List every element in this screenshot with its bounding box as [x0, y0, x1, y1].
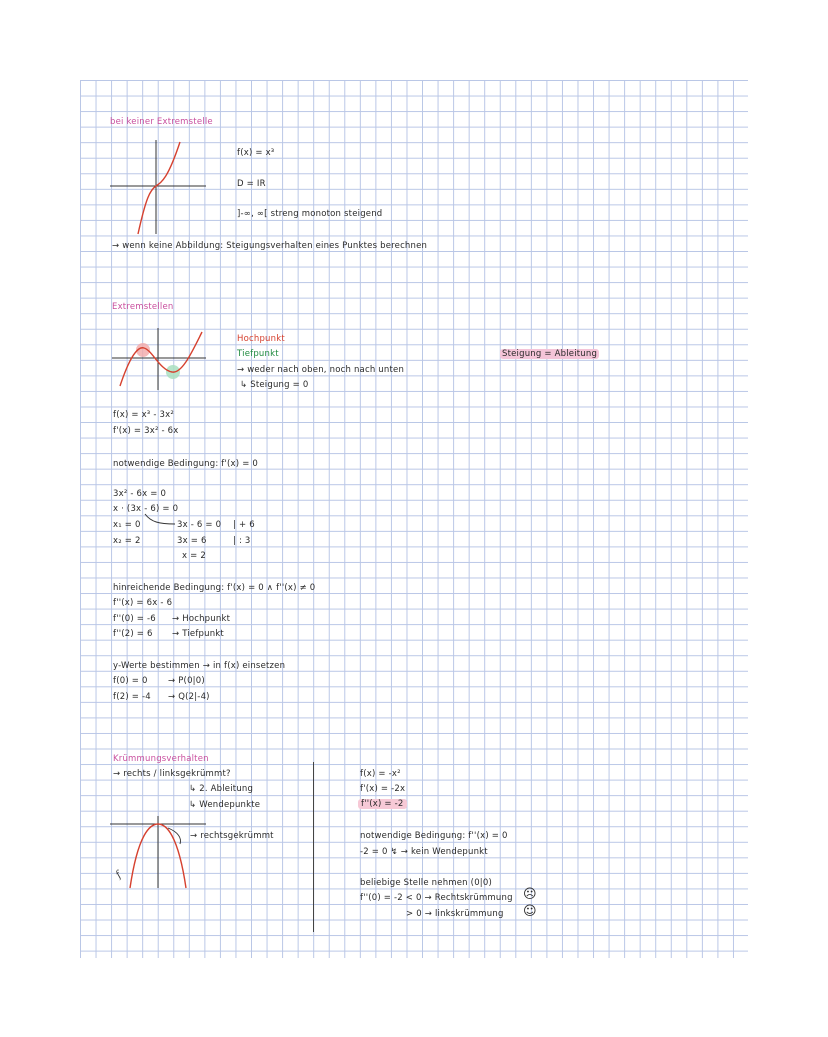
s1-domain: D = IR: [237, 179, 266, 189]
s2-f1: f'(x) = 3x² - 6x: [113, 426, 179, 436]
s2-s2: 3x = 6: [177, 536, 207, 546]
section1-title: bei keiner Extremstelle: [110, 117, 213, 127]
s3-f2: f''(x) = -2: [358, 799, 407, 809]
s2-s1: 3x - 6 = 0: [177, 520, 222, 530]
s2-y-werte: y-Werte bestimmen → in f(x) einsetzen: [113, 661, 286, 671]
s1-note: → wenn keine Abbildung: Steigungsverhalten eines Punktes berechnen: [112, 241, 428, 251]
s2-side-note-text: Steigung = Ableitung: [502, 349, 598, 359]
s2-side-note: [500, 349, 599, 360]
s2-f2-0: f''(0) = -6: [113, 614, 156, 624]
s2-f2: f''(x) = 6x - 6: [113, 598, 173, 608]
s2-weder: → weder nach oben, noch nach unten: [237, 365, 405, 375]
s1-interval: ]-∞, ∞[ streng monoton steigend: [237, 209, 383, 219]
s2-x2: x₂ = 2: [113, 536, 141, 546]
s2-y1: f(0) = 0: [113, 676, 148, 686]
branch-connector: [143, 512, 177, 526]
s2-f2-2-result: → Tiefpunkt: [172, 629, 224, 639]
s3-r2: > 0 → linkskrümmung: [406, 909, 504, 919]
s2-s3: x = 2: [182, 551, 206, 561]
s3-f: f(x) = -x²: [360, 769, 401, 779]
s2-hochpunkt: Hochpunkt: [237, 334, 285, 344]
s2-f: f(x) = x³ - 3x²: [113, 410, 174, 420]
s3-question: → rechts / linksgekrümmt?: [113, 769, 231, 779]
column-divider: [313, 762, 314, 932]
s2-hinreichend: hinreichende Bedingung: f'(x) = 0 ∧ f''(x) ≠ 0: [113, 583, 316, 593]
s2-x1: x₁ = 0: [113, 520, 141, 530]
s2-y2: f(2) = -4: [113, 692, 151, 702]
section2-title: Extremstellen: [112, 302, 174, 312]
s3-answer2: ↳ Wendepunkte: [189, 800, 261, 810]
extrema-graph: [110, 326, 210, 392]
s2-eq1: 3x² - 6x = 0: [113, 489, 167, 499]
s3-contra: -2 = 0 ↯ → kein Wendepunkt: [360, 847, 488, 857]
s2-notwendig: notwendige Bedingung: f'(x) = 0: [113, 459, 259, 469]
sad-face-icon: ☹: [523, 887, 537, 902]
s3-answer1: ↳ 2. Ableitung: [189, 784, 254, 794]
s3-beliebig: beliebige Stelle nehmen (0|0): [360, 878, 492, 888]
s3-f1: f'(x) = -2x: [360, 784, 406, 794]
s2-s2op: | : 3: [233, 536, 251, 546]
s1-func: f(x) = x³: [237, 148, 275, 158]
happy-face-icon: ☺: [523, 904, 537, 919]
s2-tiefpunkt: Tiefpunkt: [237, 349, 279, 359]
s2-y1-result: → P(0|0): [168, 676, 205, 686]
s3-r1: f''(0) = -2 < 0 → Rechtskrümmung: [360, 893, 513, 903]
cubic-graph: [108, 138, 208, 238]
section3-title: Krümmungsverhalten: [113, 754, 209, 764]
s2-eq2: x · (3x - 6) = 0: [113, 504, 179, 514]
parabola-graph: [108, 814, 208, 890]
svg-text:f: f: [113, 869, 124, 881]
s2-f2-0-result: → Hochpunkt: [172, 614, 231, 624]
s3-notwendig: notwendige Bedingung: f''(x) = 0: [360, 831, 508, 841]
s3-rechts: → rechtsgekrümmt: [190, 831, 274, 841]
s2-y2-result: → Q(2|-4): [168, 692, 210, 702]
s2-f2-2: f''(2) = 6: [113, 629, 153, 639]
s2-steigung0: ↳ Steigung = 0: [240, 380, 309, 390]
s2-s1op: | + 6: [233, 520, 255, 530]
s3-f2-wrap: [358, 799, 407, 810]
